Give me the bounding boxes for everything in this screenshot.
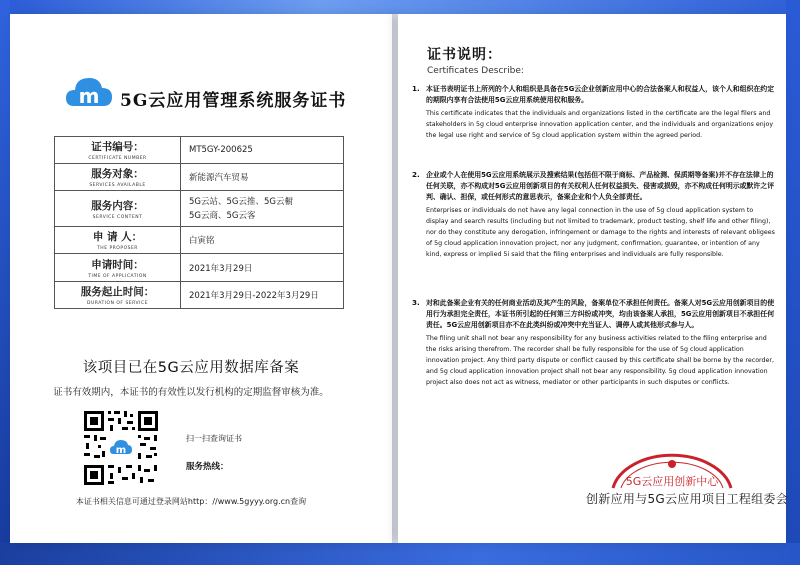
clause-3 (412, 298, 776, 388)
seal-text: 5G云应用创新中心 (625, 475, 719, 488)
clause-1 (412, 84, 776, 141)
validity-note: 证书有效期内，本证书的有效性以发行机构的定期监督审核为准。 (53, 387, 329, 398)
qr-code-icon[interactable] (82, 409, 160, 487)
svg-text:m: m (115, 445, 127, 456)
service-content-line: 5G云站、5G云推、5G云橱 (189, 196, 293, 207)
service-content-value (181, 191, 344, 227)
certificate-title: 5G云应用管理系统服务证书 (120, 91, 347, 111)
red-seal-stamp (607, 452, 737, 490)
table-row (55, 254, 344, 282)
description-subtitle: Certificates Describe: (427, 66, 524, 76)
row-label: 服务内容： (91, 199, 144, 212)
service-content-line: 5G云商、5G云客 (189, 210, 256, 221)
clause-text-cn: 企业或个人在使用5G云应用系统展示及搜索结果(包括但不限于商标、产品检测、保质期等备案)并不存在法律上的任何关联，亦不构成对5G云应用创新项目的有关权利人任何权益损失、侵害或损毁，亦不构成任何明示或默许之评判、确认、担保，或任何形式的意思表示，备案企业和个人负全部责任。 (426, 171, 775, 201)
service-hotline-label: 服务热线： (186, 462, 229, 472)
row-label: 申 请 人： (92, 231, 143, 243)
clause-text-cn: 本证书表明证书上所列的个人和组织是具备在5G云企业创新应用中心的合法备案人和权益人，该个人和组织在约定的期限内享有合法使用5G云应用系统使用权和服务。 (426, 85, 775, 104)
row-label: 申请时间： (91, 258, 144, 271)
top-border (0, 0, 800, 14)
scan-to-query-label: 扫一扫查询证书 (186, 434, 242, 443)
proposer-value: 白寅铭 (181, 227, 344, 254)
cloud-logo-icon (64, 72, 114, 114)
left-border (0, 0, 10, 565)
row-label: 服务起止时间： (80, 286, 155, 298)
database-record-notice: 该项目已在5G云应用数据库备案 (82, 360, 300, 376)
description-title: 证书说明： (427, 47, 502, 63)
certificate-info-table (54, 136, 344, 309)
table-row (55, 282, 344, 309)
row-label-en: CERTIFICATE NUMBER (88, 156, 147, 161)
clause-2 (412, 170, 776, 260)
service-target-value: 新能源汽车贸易 (181, 164, 344, 191)
bottom-border (0, 543, 800, 565)
table-row (55, 227, 344, 254)
row-label-en: THE PROPOSER (97, 246, 138, 251)
clause-text-en: This certificate indicates that the individuals and organizations listed in the certificate are the legal filers and stakeholders in 5g cloud enterprise innovation application center, and the individuals and organizations enjoy the legal use right and service of 5g cloud application system within the agreed period. (426, 110, 774, 139)
clause-number: 2. (412, 170, 420, 179)
table-row (55, 191, 344, 227)
row-label-en: DURATION OF SERVICE (87, 301, 148, 306)
row-label-en: TIME OF APPLICATION (88, 273, 147, 279)
clause-text-cn: 对和此备案企业有关的任何商业活动及其产生的风险，备案单位不承担任何责任。备案人对5G云应用创新项目的使用行为承担完全责任，本证书所引起的任何第三方纠纷或冲突，均由该备案人承担，5G云应用创新项目不承担任何责任。5G云应用创新项目亦不在此类纠纷或冲突中充当证人、调停人或其他形式参与人。 (426, 299, 775, 329)
row-label: 服务对象： (91, 168, 144, 180)
table-row (55, 164, 344, 191)
service-duration-value: 2021年3月29日-2022年3月29日 (181, 282, 344, 309)
row-label-en: SERVICES AVAILABLE (89, 183, 146, 188)
svg-text:m: m (78, 84, 100, 108)
clause-number: 3. (412, 298, 420, 307)
right-border (786, 0, 800, 565)
row-label-en: SERVICE CONTENT (92, 214, 143, 220)
clause-text-en: The filing unit shall not bear any responsibility for any business activities related to the filing enterprise and the risks arising therefrom. The recorder shall be fully responsible for the use of 5g cloud application innovation project. Any third party dispute or conflict caused by this certificate shall be borne by the recorder, and 5g cloud application innovation project shall not bear any responsibility. 5g cloud application innovation project also does not act as witness, mediator or other participants in such disputes or conflicts. (426, 335, 774, 386)
table-row (55, 137, 344, 164)
row-label: 证书编号： (91, 141, 144, 153)
issuer-name: 创新应用与5G云应用项目工程组委会 (586, 492, 789, 506)
website-lookup-note: 本证书相关信息可通过登录网站http：//www.5gyyy.org.cn查询 (75, 497, 307, 506)
certificate-number-value: MT5GY-200625 (181, 137, 344, 164)
clause-text-en: Enterprises or individuals do not have any legal connection in the use of 5g cloud application system to display and search results (including but not limited to trademark, product testing, shelf life and other filing), nor do they constitute any derogation, infringement or damage to the rights and interests of relevant obligees of 5g cloud application innovation project, nor any judgment, confirmation, guarantee, or intention of any kind, express or implied 5i said that the filing enterprises and individuals are fully responsible. (426, 207, 775, 258)
application-time-value: 2021年3月29日 (181, 254, 344, 282)
clause-number: 1. (412, 84, 420, 93)
